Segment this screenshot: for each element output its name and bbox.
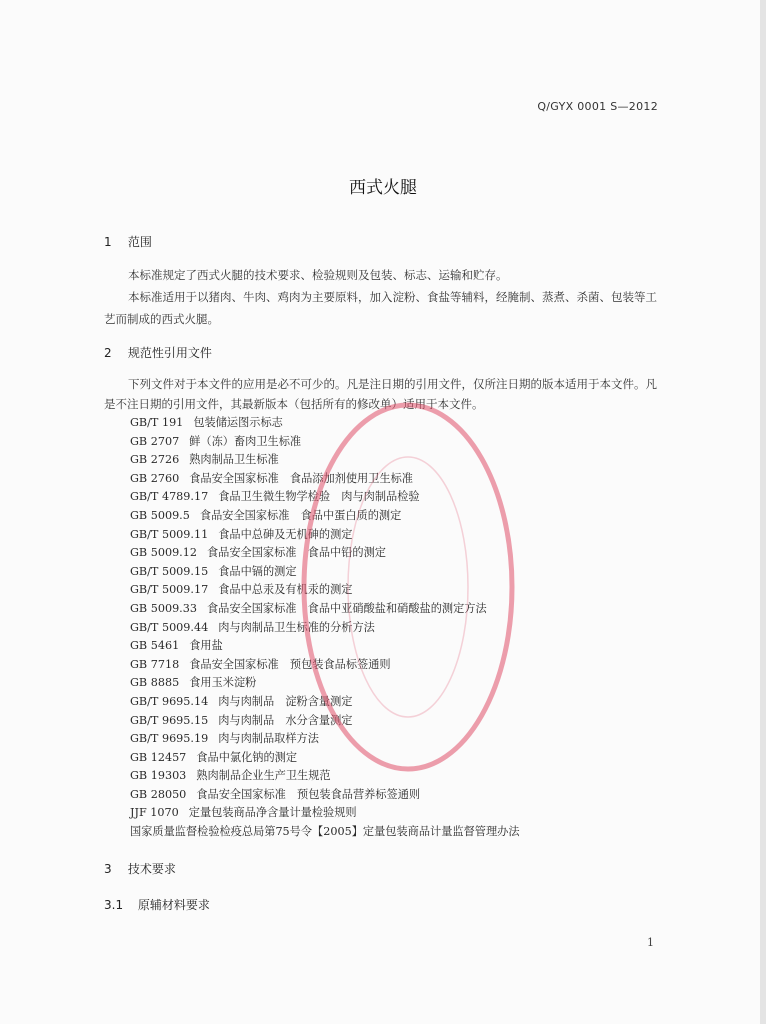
- reference-title: 食品中氯化钠的测定: [196, 750, 298, 764]
- reference-title: 肉与肉制品 水分含量测定: [218, 713, 353, 727]
- reference-title: 食品中镉的测定: [218, 564, 297, 578]
- section-title: 规范性引用文件: [127, 346, 212, 360]
- scope-paragraph-2: 本标准适用于以猪肉、牛肉、鸡肉为主要原料，加入淀粉、食盐等辅料，经腌制、蒸煮、杀菌、包装等工艺而制成的西式火腿。: [104, 290, 657, 326]
- reference-item: [130, 433, 520, 452]
- reference-title: 包装储运图示标志: [193, 416, 283, 429]
- reference-item: [130, 749, 520, 768]
- reference-title: 食品安全国家标准 食品中亚硝酸盐和硝酸盐的测定方法: [206, 601, 487, 615]
- section-number: 3.1: [104, 898, 124, 912]
- reference-item: [130, 693, 520, 712]
- reference-title: 食品安全国家标准 食品中蛋白质的测定: [199, 508, 402, 522]
- section-3-heading: [104, 860, 176, 877]
- reference-title: 食用玉米淀粉: [189, 676, 257, 690]
- section-1-heading: [104, 233, 152, 250]
- reference-code: GB/T 9695.15: [130, 713, 209, 727]
- reference-item: [130, 712, 520, 731]
- reference-item: [130, 674, 520, 693]
- reference-item: [130, 730, 520, 749]
- reference-title: 食品安全国家标准 食品中铅的测定: [206, 546, 386, 560]
- reference-title: 定量包装商品净含量计量检验规则: [188, 806, 357, 820]
- reference-title: 熟肉制品企业生产卫生规范: [196, 769, 331, 783]
- standard-code: Q/GYX 0001 S—2012: [537, 100, 658, 113]
- reference-code: GB 12457: [130, 750, 187, 764]
- page-number: 1: [647, 936, 654, 949]
- reference-code: GB 7718: [130, 657, 180, 671]
- section-number: 1: [104, 235, 112, 249]
- reference-title: 国家质量监督检验检疫总局第75号令【2005】定量包装商品计量监督管理办法: [130, 825, 520, 839]
- reference-item: [130, 637, 520, 656]
- reference-title: 肉与肉制品卫生标准的分析方法: [218, 620, 375, 634]
- scope-paragraphs: [104, 264, 664, 330]
- section-title: 范围: [127, 235, 152, 249]
- reference-item: [130, 600, 520, 619]
- reference-item: [130, 619, 520, 638]
- reference-title: 食品安全国家标准 预包装食品营养标签通则: [196, 787, 421, 801]
- reference-code: GB 19303: [130, 769, 187, 783]
- reference-title: 食品卫生微生物学检验 肉与肉制品检验: [218, 490, 420, 504]
- section-title: 技术要求: [127, 862, 176, 876]
- reference-title: 肉与肉制品取样方法: [218, 732, 319, 746]
- section-2-heading: [104, 344, 212, 361]
- reference-item: [130, 470, 520, 489]
- reference-code: GB/T 5009.11: [130, 527, 209, 541]
- reference-code: GB 5009.12: [130, 546, 197, 560]
- reference-code: GB 2760: [130, 471, 180, 485]
- reference-item: [130, 767, 520, 786]
- reference-item: [130, 507, 520, 526]
- reference-item: [130, 488, 520, 507]
- section-number: 3: [104, 862, 112, 876]
- reference-code: GB/T 4789.17: [130, 490, 209, 504]
- reference-title: 熟肉制品卫生标准: [189, 453, 279, 467]
- document-title: 西式火腿: [349, 178, 417, 198]
- normative-intro: [104, 374, 664, 414]
- reference-code: GB/T 191: [130, 416, 184, 429]
- reference-item: [130, 526, 520, 545]
- reference-code: GB 5461: [130, 639, 180, 653]
- reference-code: GB 8885: [130, 676, 180, 690]
- reference-item: [130, 451, 520, 470]
- reference-item: [130, 544, 520, 563]
- normative-intro-text: 下列文件对于本文件的应用是必不可少的。凡是注日期的引用文件，仅所注日期的版本适用于本文件。凡是不注日期的引用文件，其最新版本（包括所有的修改单）适用于本文件。: [104, 377, 657, 411]
- section-3-1-heading: [104, 896, 210, 913]
- reference-item: [130, 823, 520, 842]
- reference-item: [130, 414, 520, 433]
- scan-edge: [760, 0, 766, 1024]
- reference-item: [130, 563, 520, 582]
- section-number: 2: [104, 346, 112, 360]
- reference-item: [130, 656, 520, 675]
- reference-code: GB/T 5009.15: [130, 564, 209, 578]
- reference-code: GB/T 5009.44: [130, 620, 209, 634]
- reference-title: 肉与肉制品 淀粉含量测定: [218, 694, 353, 708]
- reference-item: [130, 804, 520, 823]
- reference-code: GB 2726: [130, 453, 180, 467]
- reference-item: [130, 786, 520, 805]
- reference-item: [130, 581, 520, 600]
- reference-title: 食品中总汞及有机汞的测定: [218, 583, 353, 597]
- reference-title: 食品安全国家标准 预包装食品标签通则: [189, 657, 391, 671]
- reference-code: GB 5009.33: [130, 601, 197, 615]
- reference-title: 食品安全国家标准 食品添加剂使用卫生标准: [189, 471, 413, 485]
- reference-code: GB/T 5009.17: [130, 583, 209, 597]
- reference-code: GB 5009.5: [130, 508, 190, 522]
- reference-code: GB/T 9695.19: [130, 732, 209, 746]
- reference-title: 鲜（冻）畜肉卫生标准: [189, 434, 302, 448]
- scope-paragraph-1: 本标准规定了西式火腿的技术要求、检验规则及包装、标志、运输和贮存。: [128, 268, 508, 282]
- reference-code: GB 2707: [130, 434, 180, 448]
- reference-list: [130, 414, 520, 842]
- reference-code: GB/T 9695.14: [130, 694, 209, 708]
- reference-code: JJF 1070: [130, 806, 179, 820]
- reference-code: GB 28050: [130, 787, 187, 801]
- reference-title: 食品中总砷及无机砷的测定: [218, 527, 353, 541]
- section-title: 原辅材料要求: [137, 898, 210, 912]
- reference-title: 食用盐: [189, 639, 223, 653]
